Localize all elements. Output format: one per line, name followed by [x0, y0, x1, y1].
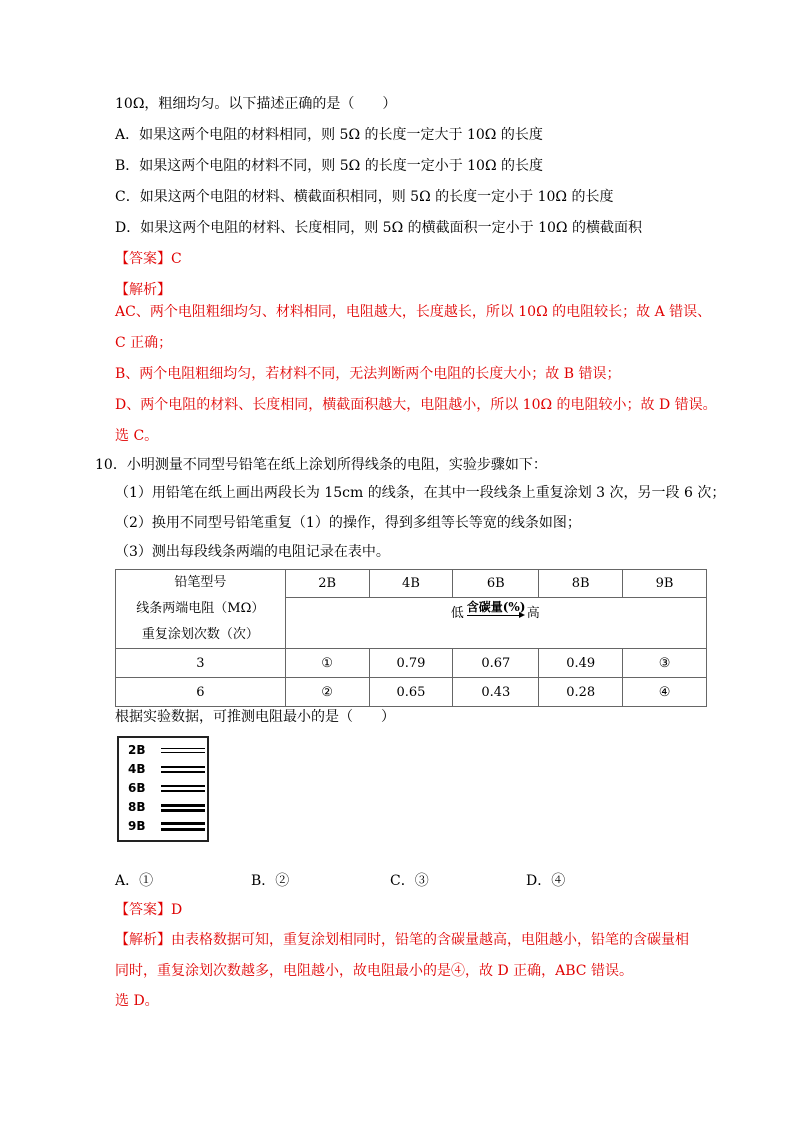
pencil-line: [161, 785, 205, 787]
q10-option-b: B．②: [251, 873, 290, 889]
q10-step-3: （3）测出每段线条两端的电阻记录在表中。: [115, 544, 390, 560]
figure-label: 8B: [128, 800, 146, 814]
q10-question: 根据实验数据，可推测电阻最小的是（ ）: [115, 709, 395, 725]
q9-option-c: C．如果这两个电阻的材料、横截面积相同，则 5Ω 的长度一定小于 10Ω 的长度: [115, 189, 614, 205]
q9-analysis-label: 【解析】: [115, 282, 171, 298]
q10-answer: 【答案】D: [115, 902, 183, 918]
data-table: [115, 569, 707, 707]
table-cell: 0.67: [453, 649, 539, 678]
table-cell: ③: [623, 649, 707, 678]
pencil-line: [161, 752, 205, 753]
carbon-content-cell: [285, 598, 706, 649]
q9-answer: 【答案】C: [115, 251, 182, 267]
table-row: [116, 649, 707, 678]
table-cell: 0.79: [369, 649, 453, 678]
pencil-lines-figure: [117, 736, 209, 842]
q10-option-c: C．③: [390, 873, 429, 889]
pencil-line: [161, 748, 205, 749]
pencil-line: [161, 790, 205, 792]
type-4b: 4B: [369, 570, 453, 598]
pencil-line: [161, 809, 205, 812]
carbon-low-label: 低: [450, 606, 464, 621]
q9-option-a: A．如果这两个电阻的材料相同，则 5Ω 的长度一定大于 10Ω 的长度: [115, 127, 543, 143]
carbon-content-label: 含碳量(%): [466, 600, 526, 614]
pencil-line: [161, 804, 205, 807]
table-cell: 0.43: [453, 678, 539, 707]
header-repeat-count: 重复涂划次数（次）: [141, 627, 259, 642]
row-count: 3: [116, 649, 286, 678]
q9-analysis-line-3: B、两个电阻粗细均匀，若材料不同，无法判断两个电阻的长度大小；故 B 错误；: [115, 366, 621, 382]
q10-analysis-line-3: 选 D。: [115, 993, 159, 1009]
q9-option-b: B．如果这两个电阻的材料不同，则 5Ω 的长度一定小于 10Ω 的长度: [115, 158, 544, 174]
q10-analysis-line-2: 同时，重复涂划次数越多，电阻越小，故电阻最小的是④，故 D 正确，ABC 错误。: [115, 963, 633, 979]
q10-step-1: （1）用铅笔在纸上画出两段长为 15cm 的线条，在其中一段线条上重复涂划 3 次，另一段 6 次；: [115, 485, 726, 501]
type-9b: 9B: [623, 570, 707, 598]
q10-stem: 10．小明测量不同型号铅笔在纸上涂划所得线条的电阻，实验步骤如下：: [95, 457, 547, 473]
q10-step-2: （2）换用不同型号铅笔重复（1）的操作，得到多组等长等宽的线条如图；: [115, 515, 581, 531]
q9-analysis-line-5: 选 C。: [115, 428, 159, 444]
table-cell: ②: [285, 678, 369, 707]
figure-label: 9B: [128, 819, 146, 833]
table-cell: 0.65: [369, 678, 453, 707]
q9-analysis-line-2: C 正确；: [115, 335, 173, 351]
q10-analysis-line-1: 【解析】由表格数据可知，重复涂划相同时，铅笔的含碳量越高，电阻越小，铅笔的含碳量相: [115, 932, 689, 948]
figure-label: 6B: [128, 781, 146, 795]
q9-option-d: D．如果这两个电阻的材料、长度相同，则 5Ω 的横截面积一定小于 10Ω 的横截面积: [115, 220, 642, 236]
q9-analysis-line-4: D、两个电阻的材料、长度相同，横截面积越大，电阻越小，所以 10Ω 的电阻较小；故 D 错误。: [115, 397, 717, 413]
q10-option-a: A．①: [115, 873, 154, 889]
q10-option-d: D．④: [526, 873, 566, 889]
type-6b: 6B: [453, 570, 539, 598]
q9-stem: 10Ω，粗细均匀。以下描述正确的是（ ）: [115, 96, 397, 112]
pencil-line: [161, 828, 205, 831]
pencil-line: [161, 771, 205, 773]
type-8b: 8B: [539, 570, 623, 598]
figure-label: 2B: [128, 743, 146, 757]
type-2b: 2B: [285, 570, 369, 598]
carbon-high-label: 高: [526, 606, 540, 621]
row-count: 6: [116, 678, 286, 707]
table-row: [116, 678, 707, 707]
table-cell: 0.49: [539, 649, 623, 678]
header-resistance: 线条两端电阻（MΩ）: [136, 601, 265, 616]
pencil-line: [161, 766, 205, 768]
table-cell: ④: [623, 678, 707, 707]
figure-label: 4B: [128, 762, 146, 776]
arrow-right-icon: [467, 615, 523, 616]
table-header-cell: [116, 570, 286, 649]
pencil-line: [161, 822, 205, 825]
q9-analysis-line-1: AC、两个电阻粗细均匀、材料相同，电阻越大，长度越长，所以 10Ω 的电阻较长；故 A 错误、: [115, 304, 712, 320]
header-pencil-type: 铅笔型号: [174, 575, 227, 590]
table-cell: ①: [285, 649, 369, 678]
table-cell: 0.28: [539, 678, 623, 707]
